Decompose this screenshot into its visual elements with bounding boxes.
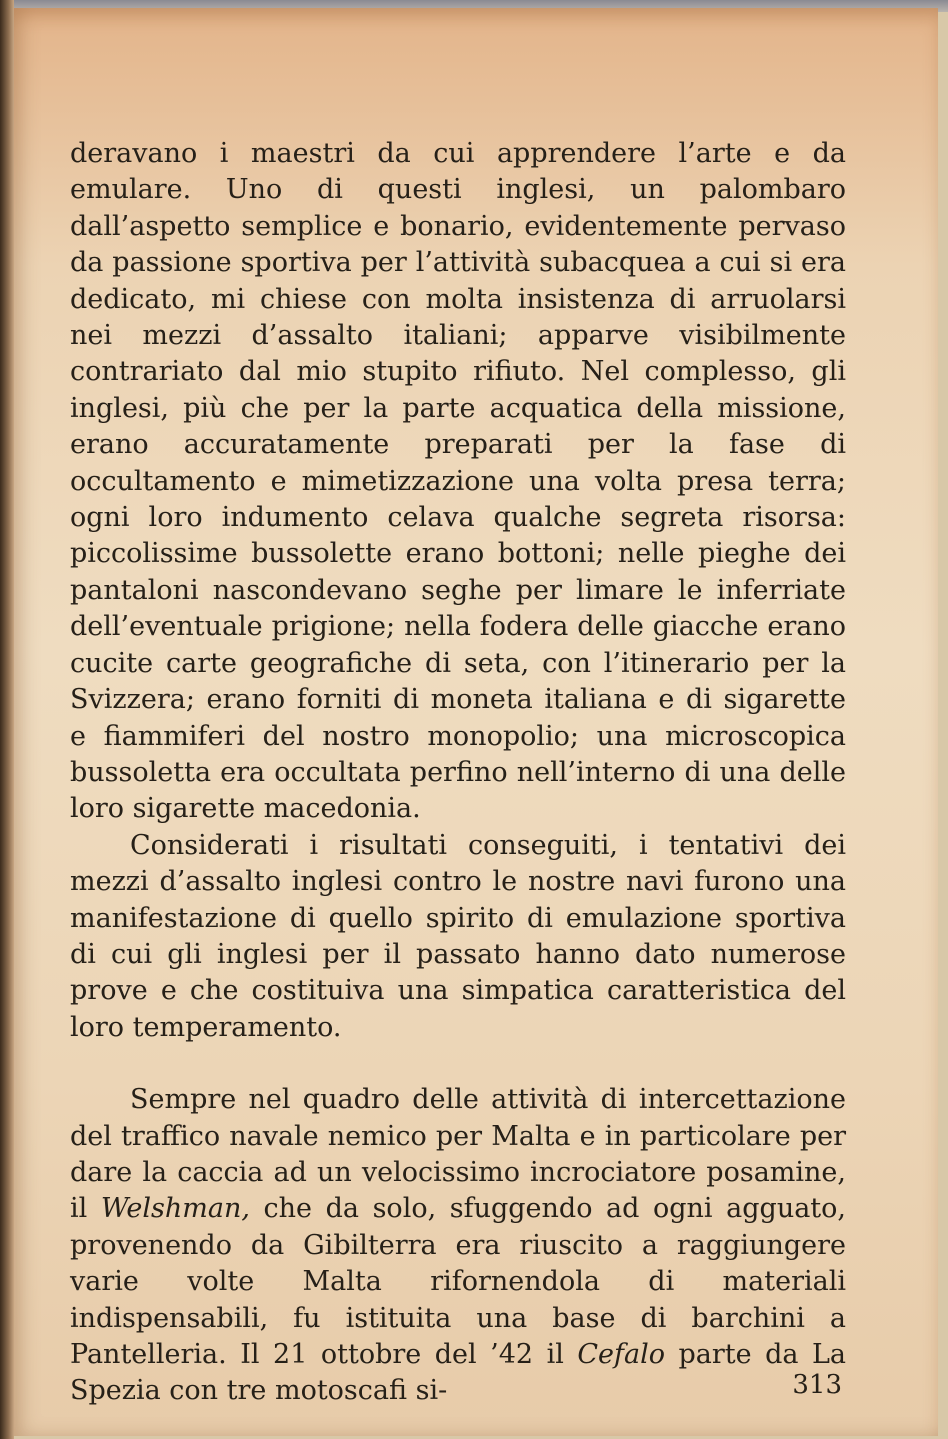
paragraph-3-part-1: Sempre nel quadro delle attività di intercettazione del traffico navale nemico per Malta e in particolare per dare la caccia ad un velocissimo incrociatore posamine, il bbox=[70, 1084, 846, 1225]
page-body bbox=[70, 136, 846, 1410]
book-spine-edge bbox=[0, 0, 14, 1439]
section-gap bbox=[70, 1046, 846, 1082]
paragraph-3 bbox=[70, 1082, 846, 1410]
paragraph-3-part-3: parte da La Spezia con tre motoscafi si- bbox=[70, 1339, 846, 1407]
page-number: 313 bbox=[792, 1370, 842, 1400]
paragraph-1: deravano i maestri da cui apprendere l’arte e da emulare. Uno di questi inglesi, un palombaro dall’aspetto semplice e bonario, evidentemente pervaso da passione sportiva per l’attività subacquea a cui si era dedicato, mi chiese con molta insistenza di arruolarsi nei mezzi d’assalto italiani; apparve visibilmente contrariato dal mio stupito rifiuto. Nel complesso, gli inglesi, più che per la parte acquatica della missione, erano accuratamente preparati per la fase di occultamento e mimetizzazione una volta presa terra; ogni loro indumento celava qualche segreta risorsa: piccolissime bussolette erano bottoni; nelle pieghe dei pantaloni nascondevano seghe per limare le inferriate dell’eventuale prigione; nella fodera delle giacche erano cucite carte geografiche di seta, con l’itinerario per la Svizzera; erano forniti di moneta italiana e di sigarette e fiammiferi del nostro monopolio; una microscopica bussoletta era occultata perfino nell’interno di una delle loro sigarette macedonia. bbox=[70, 138, 846, 825]
paragraph-3-part-2: che da solo, sfuggendo ad ogni agguato, provenendo da Gibilterra era riuscito a raggiungere varie volte Malta rifornendola di materiali indispensabili, fu istituita una base di barchini a Pantelleria. Il 21 ottobre del ’42 il bbox=[70, 1193, 846, 1370]
ship-name-cefalo: Cefalo bbox=[577, 1339, 665, 1370]
paragraph-2: Considerati i risultati conseguiti, i tentativi dei mezzi d’assalto inglesi contro le nostre navi furono una manifestazione di quello spirito di emulazione sportiva di cui gli inglesi per il passato hanno dato numerose prove e che costituiva una simpatica caratteristica del loro temperamento. bbox=[70, 829, 846, 1043]
ship-name-welshman: Welshman, bbox=[100, 1193, 250, 1225]
